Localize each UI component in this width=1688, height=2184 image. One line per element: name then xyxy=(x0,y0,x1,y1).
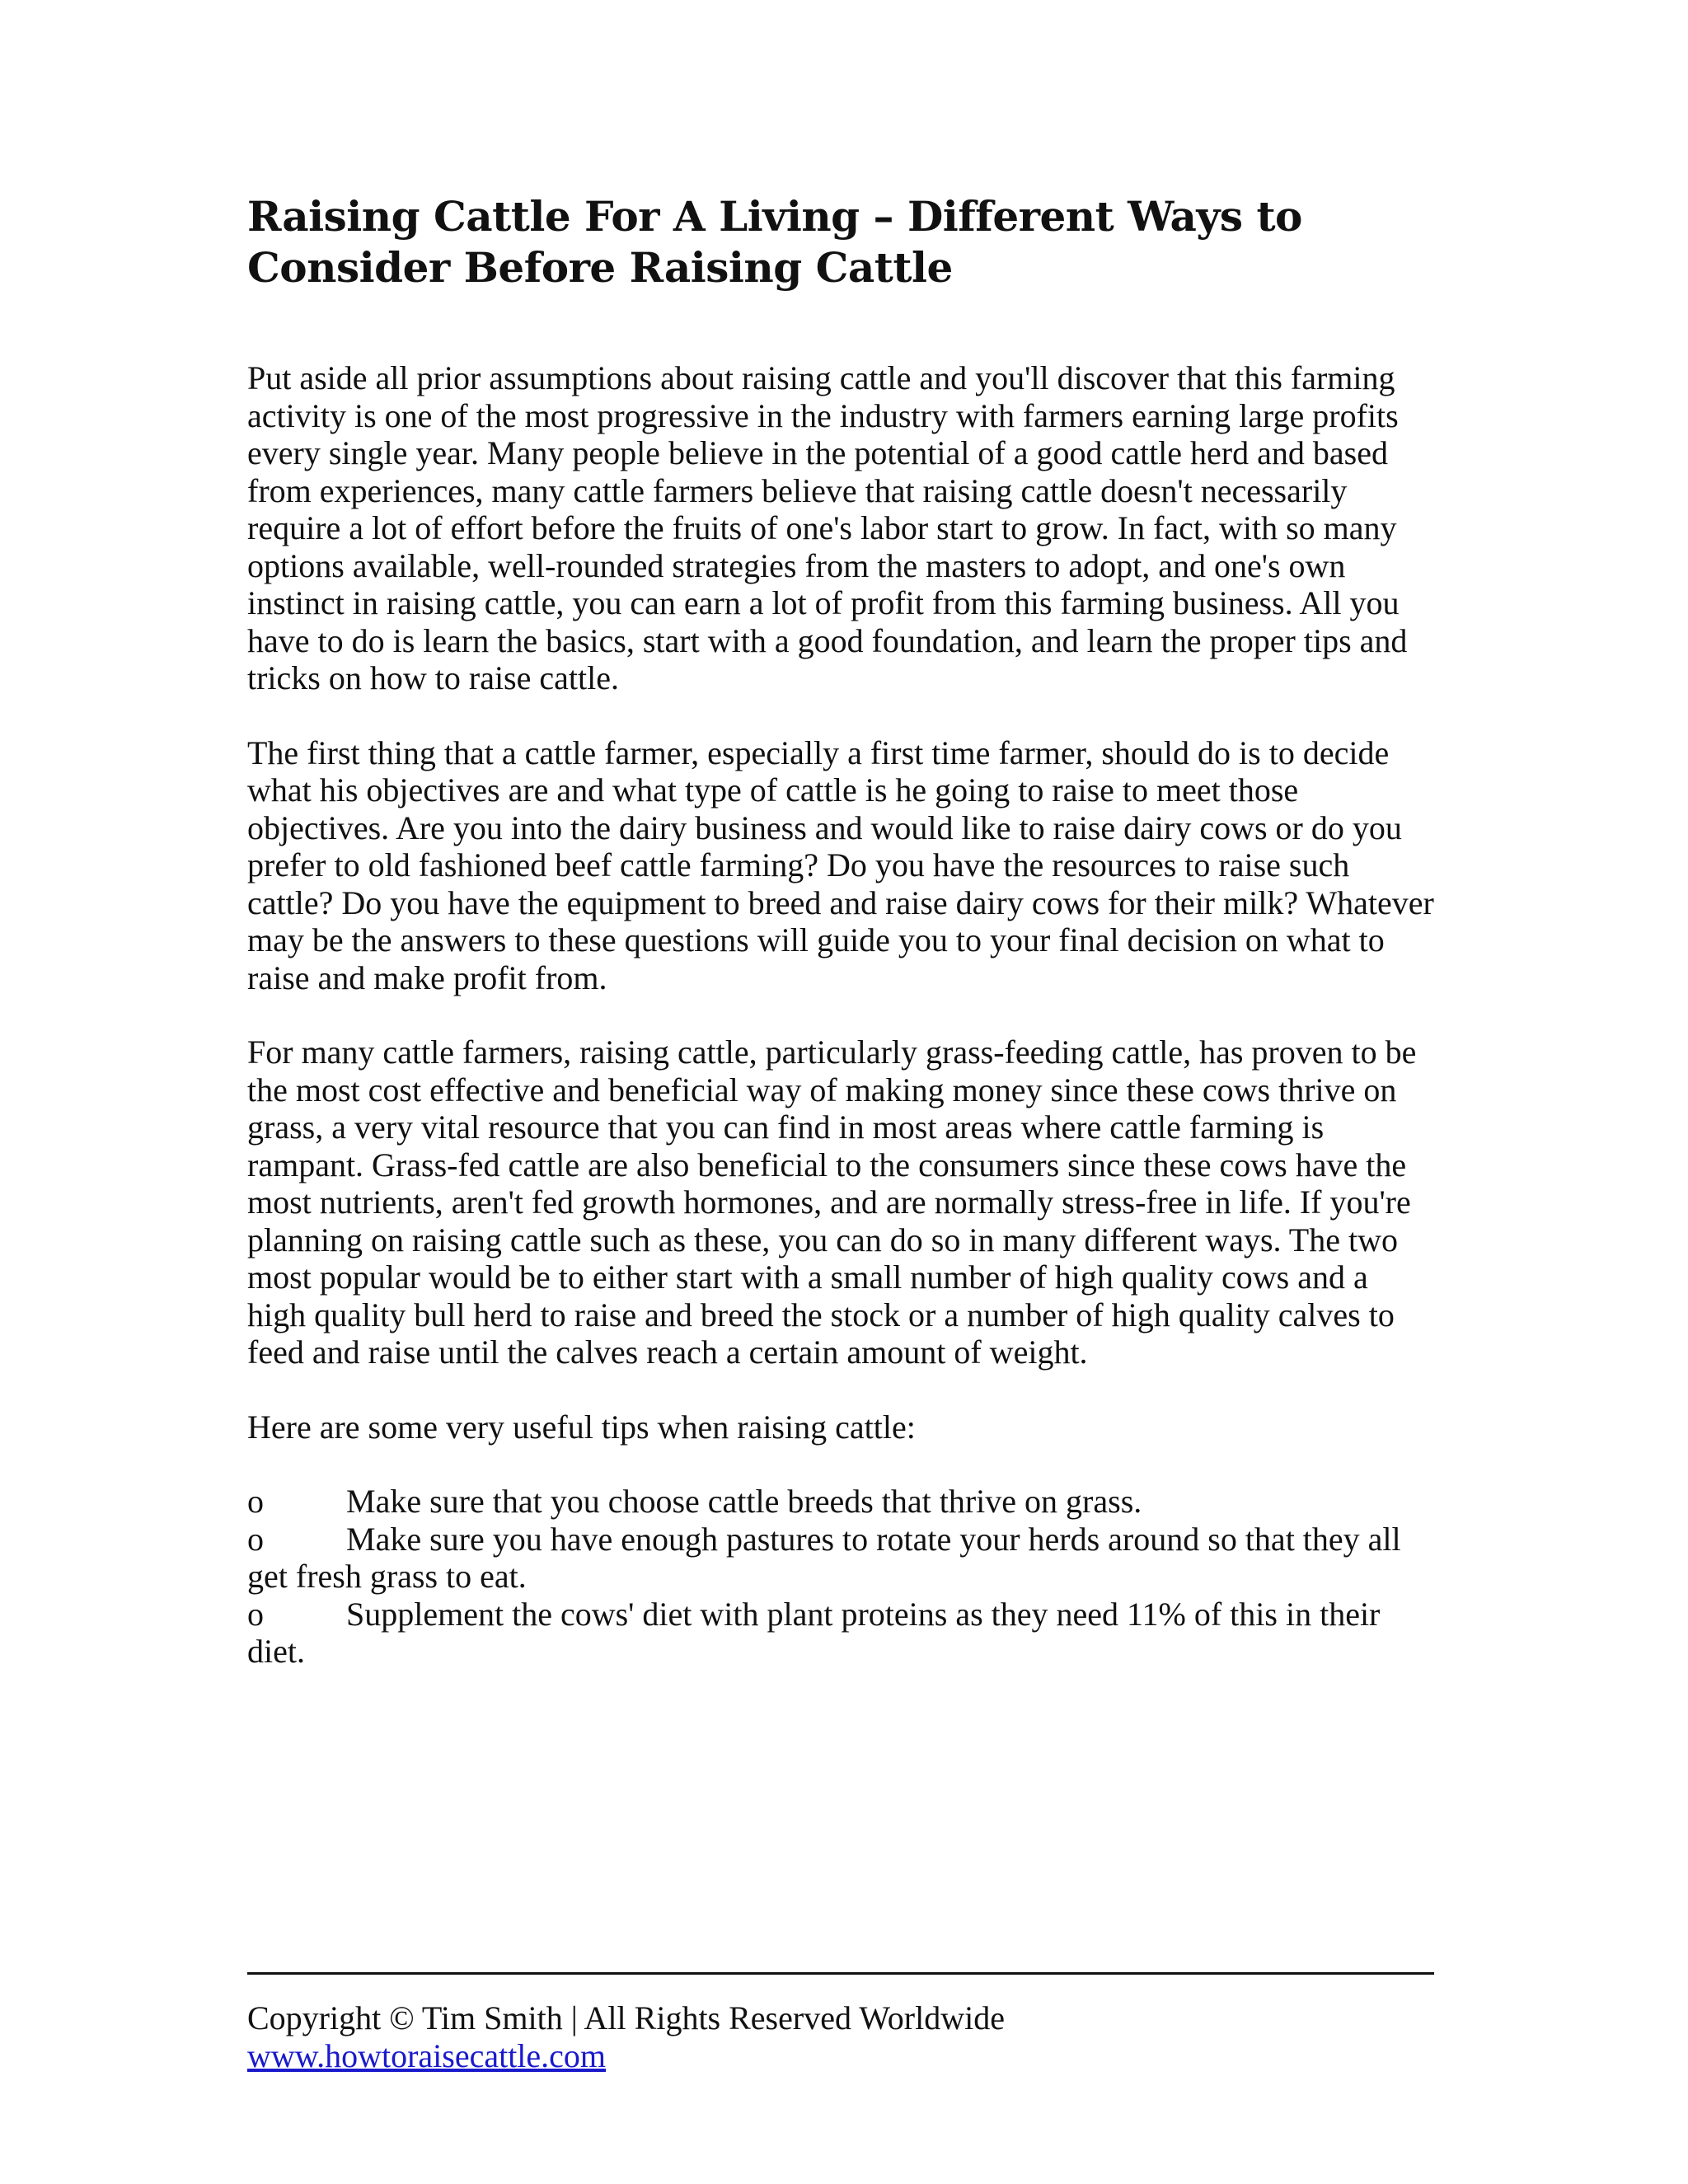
paragraph-intro: Put aside all prior assumptions about raising cattle and you'll discover that this farming activity is one of the most progressive in the industry with farmers earning large profits every single year. Many people believe in the potential of a good cattle herd and based from experiences, many cattle farmers believe that raising cattle doesn't necessarily require a lot of effort before the fruits of one's labor start to grow. In fact, with so many options available, well-rounded strategies from the masters to adopt, and one's own instinct in raising cattle, you can earn a lot of profit from this farming business. All you have to do is learn the basics, start with a good foundation, and learn the proper tips and tricks on how to raise cattle. xyxy=(247,359,1408,696)
article-body xyxy=(247,359,1434,1671)
tip-item xyxy=(247,1483,1434,1521)
bullet-marker: o xyxy=(247,1483,264,1520)
tip-text: Make sure that you choose cattle breeds that thrive on grass. xyxy=(346,1483,1142,1520)
tip-text: Make sure you have enough pastures to rotate your herds around so that they all get fresh grass to eat. xyxy=(247,1520,1401,1595)
paragraph-objectives: The first thing that a cattle farmer, especially a first time farmer, should do is to decide what his objectives are and what type of cattle is he going to raise to meet those objectives. Are you into the dairy business and would like to raise dairy cows or do you prefer to old fashioned beef cattle farming? Do you have the resources to raise such cattle? Do you have the equipment to breed and raise dairy cows for their milk? Whatever may be the answers to these questions will guide you to your final decision on what to raise and make profit from. xyxy=(247,733,1434,996)
footer-divider xyxy=(247,1972,1434,1975)
page-footer xyxy=(247,1972,1434,2074)
paragraph-tips-intro: Here are some very useful tips when raising cattle: xyxy=(247,1408,916,1446)
tip-text: Supplement the cows' diet with plant proteins as they need 11% of this in their diet. xyxy=(247,1595,1381,1670)
tip-item xyxy=(247,1521,1434,1596)
website-link[interactable]: www.howtoraisecattle.com xyxy=(247,2036,607,2074)
tip-item xyxy=(247,1596,1434,1671)
article xyxy=(247,191,1434,1671)
bullet-marker: o xyxy=(247,1520,264,1558)
article-title: Raising Cattle For A Living – Different Ways to Consider Before Raising Cattle xyxy=(247,192,1302,292)
tips-list xyxy=(247,1483,1434,1671)
bullet-marker: o xyxy=(247,1595,264,1633)
paragraph-grass-fed: For many cattle farmers, raising cattle, particularly grass-feeding cattle, has proven to be the most cost effective and beneficial way of making money since these cows thrive on grass, a very vital resource that you can find in most areas where cattle farming is rampant. Grass-fed cattle are also beneficial to the consumers since these cows have the most nutrients, aren't fed growth hormones, and are normally stress-free in life. If you're planning on raising cattle such as these, you can do so in many different ways. The two most popular would be to either start with a small number of high quality cows and a high quality bull herd to raise and breed the stock or a number of high quality calves to feed and raise until the calves reach a certain amount of weight. xyxy=(247,1033,1417,1371)
copyright-notice: Copyright © Tim Smith | All Rights Reserved Worldwide xyxy=(247,1999,1005,2036)
